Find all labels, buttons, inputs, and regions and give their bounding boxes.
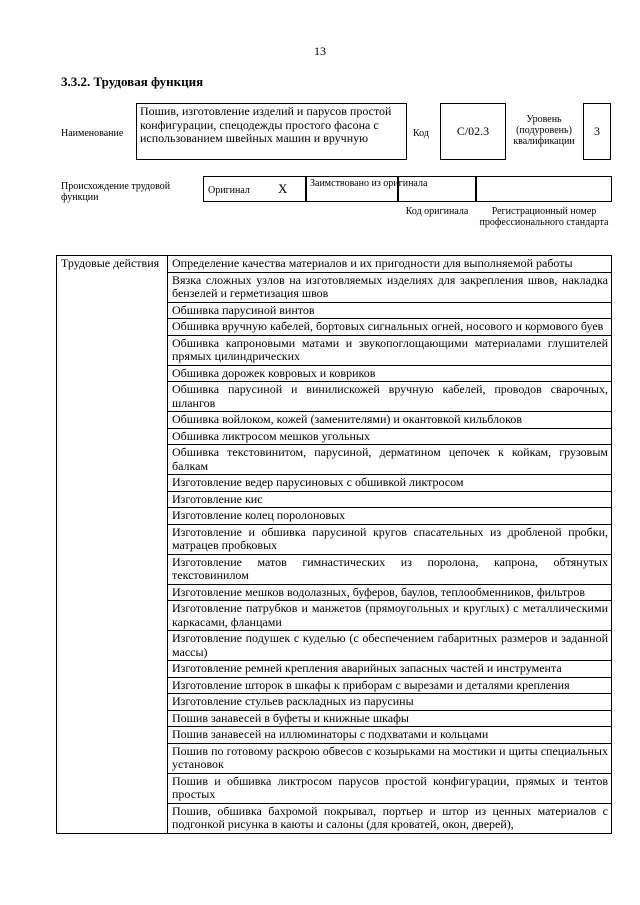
labor-action-item: Изготовление ведер парусиновых с обшивкой ликтросом [168, 475, 612, 492]
labor-action-item: Пошив и обшивка ликтросом парусов простой конфигурации, прямых и тентов простых [168, 773, 612, 803]
qualification-level-value: 3 [583, 103, 611, 160]
labor-actions-body [57, 256, 612, 834]
labor-action-item: Изготовление шторок в шкафы к приборам с вырезами и деталями крепления [168, 677, 612, 694]
section-heading: 3.3.2. Трудовая функция [61, 74, 204, 89]
labor-action-item: Обшивка капроновыми матами и звукопоглощающими материалами глушителей прямых цилиндрических [168, 335, 612, 365]
original-code-label: Код оригинала [405, 206, 469, 217]
labor-actions-table [56, 255, 612, 834]
labor-action-item: Обшивка дорожек ковровых и ковриков [168, 365, 612, 382]
labor-action-item: Обшивка вручную кабелей, бортовых сигнальных огней, носового и кормового буев [168, 319, 612, 336]
labor-action-item: Изготовление кис [168, 491, 612, 508]
code-label: Код [413, 128, 429, 139]
labor-actions-category: Трудовые действия [57, 256, 168, 834]
labor-action-item: Пошив, обшивка бахромой покрывал, портьер и штор из ценных материалов с подгонкой рисунка в каюты и салоны (для кроватей, окон, дверей), [168, 803, 612, 833]
labor-action-item: Изготовление ремней крепления аварийных запасных частей и инструмента [168, 661, 612, 678]
table-row [57, 256, 612, 273]
qualification-level-label: Уровень (подуровень) квалификации [513, 114, 575, 147]
labor-action-item: Изготовление подушек с куделью (с обеспечением габаритных размеров и заданной массы) [168, 631, 612, 661]
name-value: Пошив, изготовление изделий и парусов простой конфигурации, спецодежды простого фасона с использованием швейных машин и вручную [140, 104, 392, 145]
borrowed-label: Заимствовано из оригинала [310, 178, 428, 189]
labor-action-item: Изготовление матов гимнастических из поролона, капрона, обтянутых текстовинилом [168, 554, 612, 584]
labor-action-item: Изготовление стульев раскладных из парусины [168, 694, 612, 711]
labor-action-item: Определение качества материалов и их пригодности для выполняемой работы [168, 256, 612, 273]
labor-action-item: Обшивка парусиной винтов [168, 302, 612, 319]
labor-action-item: Обшивка ликтросом мешков угольных [168, 428, 612, 445]
labor-action-item: Пошив занавесей на иллюминаторы с подхватами и кольцами [168, 727, 612, 744]
labor-action-item: Обшивка войлоком, кожей (заменителями) и окантовкой кильблоков [168, 412, 612, 429]
origin-reg-number-cell [476, 176, 612, 202]
labor-action-item: Изготовление патрубков и манжетов (прямоугольных и круглых) с металлическими каркасами, фланцами [168, 601, 612, 631]
page-number: 13 [314, 44, 326, 58]
name-label: Наименование [61, 128, 124, 139]
code-value: C/02.3 [440, 103, 506, 160]
labor-action-item: Изготовление колец поролоновых [168, 508, 612, 525]
labor-action-item: Обшивка текстовинитом, парусиной, дерматином цепочек к койкам, грузовым балкам [168, 445, 612, 475]
reg-number-label: Регистрационный номер профессионального стандарта [479, 206, 609, 228]
labor-action-item: Пошив по готовому раскрою обвесов с козырьками на мостики и щиты специальных установок [168, 743, 612, 773]
name-value-box [136, 103, 407, 160]
labor-action-item: Пошив занавесей в буфеты и книжные шкафы [168, 710, 612, 727]
labor-action-item: Обшивка парусиной и винилискожей вручную кабелей, проводов сварочных, шлангов [168, 382, 612, 412]
origin-label: Происхождение трудовой функции [61, 181, 171, 203]
labor-action-item: Вязка сложных узлов на изготовляемых изделиях для закрепления швов, накладка бензелей и герметизация швов [168, 272, 612, 302]
original-label: Оригинал [208, 185, 250, 196]
labor-action-item: Изготовление и обшивка парусиной кругов спасательных из дробленой пробки, матрацев пробковых [168, 524, 612, 554]
original-mark: X [278, 181, 288, 196]
labor-action-item: Изготовление мешков водолазных, буферов, баулов, теплообменников, фильтров [168, 584, 612, 601]
